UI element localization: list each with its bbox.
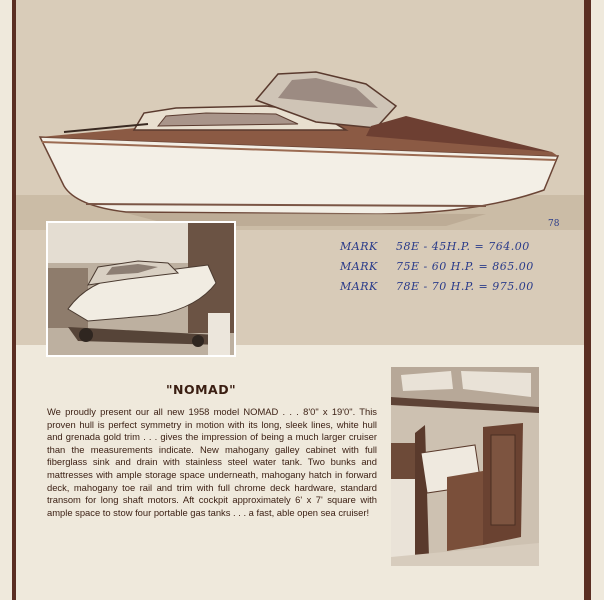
model-title: "NOMAD" xyxy=(166,382,237,397)
right-border xyxy=(584,0,591,600)
hero-boat-photo xyxy=(16,0,584,230)
price-note: MARK 58E - 45H.P. = 764.00 xyxy=(340,240,530,253)
left-border xyxy=(12,0,16,600)
price-note: MARK 75E - 60 H.P. = 865.00 xyxy=(340,260,534,273)
model-description: We proudly present our all new 1958 model NOMAD . . . 8'0" x 19'0". This proven hull is perfect symmetry in motion with its long, sleek lines, white hull and grenada gold trim . . . gives the impression of being a much larger cruiser than the measurements indicate. New mahogany galley cabinet with full fiberglass sink and drain with stainless steel water tank. Two bunks and mattresses with ample storage space underneath, mahogany hatch in forward deck, mahogany toe rail and trim with full chrome deck hardware, standard transom for long shaft motors. Aft cockpit approximately 6' x 7' square with ample space to stow four portable gas tanks . . . a fast, able open sea cruiser! xyxy=(47,406,377,518)
trailer-boat-photo xyxy=(46,221,236,357)
price-note: MARK 78E - 70 H.P. = 975.00 xyxy=(340,280,534,293)
handwritten-pricing xyxy=(340,232,580,302)
interior-cabin-photo xyxy=(391,367,539,566)
svg-text:78: 78 xyxy=(548,219,560,229)
